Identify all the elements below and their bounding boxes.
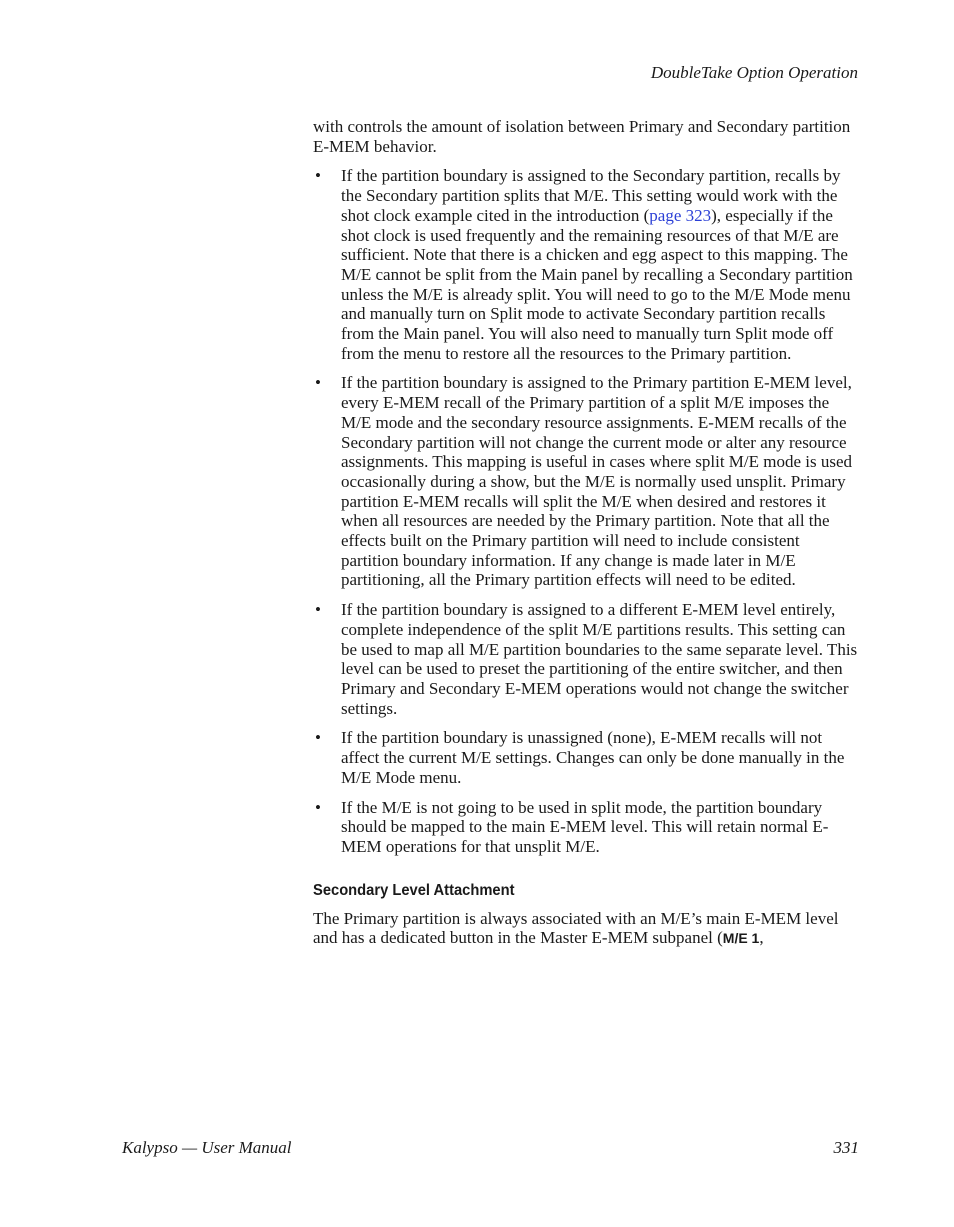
bullet-icon: • xyxy=(315,166,321,186)
section-heading: Secondary Level Attachment xyxy=(313,881,515,899)
bullet-text: If the partition boundary is assigned to a different E-MEM level entirely, complete independence of the split M/E partitions results. This setting can be used to map all M/E partition boundaries to the same separate level. This level can be used to preset the partitioning of the entire switcher, and then Primary and Secondary E-MEM operations would not change the switcher settings. xyxy=(341,600,858,718)
bullet-text: If the M/E is not going to be used in split mode, the partition boundary should be mapped to the main E-MEM level. This will retain normal E-MEM operations for that unsplit M/E. xyxy=(341,797,829,856)
bullet-text: If the partition boundary is assigned to the Primary partition E-MEM level, every E-MEM recall of the Primary partition of a split M/E imposes the M/E mode and the secondary resource assignments. E-MEM recalls of the Secondary partition will not change the current mode or alter any resource assignments. This mapping is useful in cases where split M/E mode is used occasionally during a show, but the M/E is normally used unsplit. Primary partition E-MEM recalls will split the M/E when desired and restores it when all resources are needed by the Primary partition. Note that all the effects built on the Primary partition will need to include consistent partition boundary information. If any change is made later in M/E partitioning, all the Primary partition effects will need to be edited. xyxy=(341,373,853,590)
page-reference-link[interactable]: page 323 xyxy=(649,205,712,225)
bullet-icon: • xyxy=(315,600,321,620)
list-item xyxy=(313,600,859,718)
bullet-icon: • xyxy=(315,728,321,748)
closing-text: The Primary partition is always associated with an M/E’s main E-MEM level and has a dedicated button in the Master E-MEM subpanel ( xyxy=(313,908,839,948)
bullet-list xyxy=(313,166,859,856)
manual-title: Kalypso — User Manual xyxy=(122,1138,292,1157)
list-item xyxy=(313,798,859,857)
button-label-reference: M/E 1 xyxy=(722,930,760,947)
page-footer xyxy=(122,1137,859,1159)
list-item xyxy=(313,166,859,363)
closing-punctuation: , xyxy=(759,928,764,948)
bullet-text-end: ), especially if the shot clock is used frequently and the remaining resources of that M/E are sufficient. Note that there is a chicken and egg aspect to this mapping. The M/E cannot be split from the Main panel by recalling a Secondary partition unless the M/E is already split. You will need to go to the M/E Mode menu and manually turn on Split mode to activate Secondary partition recalls from the Main panel. You will also need to manually turn Split mode off from the menu to restore all the resources to the Primary partition. xyxy=(341,205,853,363)
bullet-icon: • xyxy=(315,373,321,393)
list-item xyxy=(313,728,859,787)
bullet-icon: • xyxy=(315,797,321,817)
running-header: DoubleTake Option Operation xyxy=(650,63,858,82)
bullet-text-start: If the partition boundary is assigned to the Secondary partition, recalls by the Secondary partition splits that M/E. This setting would work with the shot clock example cited in the introduction ( xyxy=(341,166,841,225)
page-body xyxy=(313,117,859,949)
intro-paragraph: with controls the amount of isolation between Primary and Secondary partition E-MEM behavior. xyxy=(313,117,851,156)
list-item xyxy=(313,373,859,590)
closing-paragraph xyxy=(313,909,859,949)
page-number: 331 xyxy=(833,1138,859,1157)
bullet-text: If the partition boundary is unassigned (none), E-MEM recalls will not affect the current M/E settings. Changes can only be done manually in the M/E Mode menu. xyxy=(341,728,845,787)
